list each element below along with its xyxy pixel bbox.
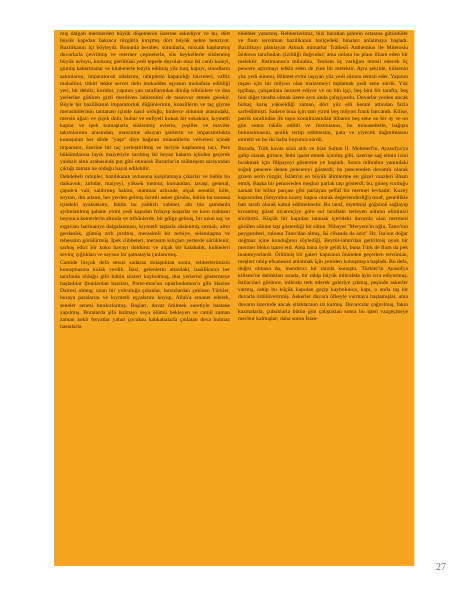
page-edge-rule [414, 30, 415, 566]
paragraph: Debdebeli rahipler, bazilikanın avlusuna karşılamaya çıkarlar ve bütün bu dalkavuk, zırhdar, maiyeyi, yüksek memur, kumandan, tavaşi, general, çapulcu vali, saldırmış hakim, utanmaz aslızade, alçak senatör, köle, soytarı, din adamı, her yerden gelmiş ücretli asker güruhu, bütün bu tantana içindeki ayaktakımı, bütün bu yaldızlı vahmet, altı bin şamdanla aydınlatılmış şahane yirmi yedi kapıdan fırlayıp koşarlar ve koro trabzanı boyunca kemerlerin altında ve tribünlerde, bir gölge gelmiş, bir uzun saç ve ergavanı harmaniye dalgalanması, kıymetli taşlarla süslenmiş sırmalı, altın gerdanlık, gümüş zırh pırıltısı, merasimli bir terbiye, selamlaşma ve tebessüm görülürmüş. İpek cübbeleri, merasim kılıçları yerlerde sürüklenir, sarhoş edici bir koku havayı doldurur ve alçak bir kalabalık, kubbeleri sevinç çığlıkları ve sayısız bir şamatayla çınlatırmış. [60, 173, 230, 258]
paragraph: ehlehler yatarmış. Rehberlerimiz, bizi buradan şahrein ortasına götürdüler ve flum tercüman bazilikanın hariçedeki binaları anlatmaya başladı. Bazilikayı planlayan Atinalı mimarlar Trallesli Anthemios ile Miletoslu İsidoros tarafından çizildiği doğrudur; ama onlara bu planı ilham eden bir melektir. Jüstinianus'a mihrabta, Teslisin üç varlığını temsil edecek üç pencere açtırmayı telkin eden de yine bir melektir. Aynı şekilde, kilisenin yüz yedi sütunu, Hikmet evini taşıyan yüz yedi sütunu temsil eder. Yapının inşası için bir milyon olan malzemeyi toplamak yedi sene sürdü. Yüz işçibaşı, çalışanlara nezaret ediyor ve on bin işçi, beş bini bir tarafta, beş bini diğer tarafta olmak üzere aynı anda çalışıyordu. Duvarlar yerden ancak birkaç karış yükseldiği zaman, dört yüz elli kental altından fazla sarfedilmişti. Sadece bina için tam yirmi beş milyon frank harcandı. Kilise, patrik tarafından ilk taşın konulmasından itibaren beş sene on bir ay ve on gün sonra takdis edildi ve Justinianus, bu münasebetle, bağışta bulunulmasını, şenlik tertip edilmesini, para ve yiyecek dağıtılmasını emretti ve bu iki hafta boyunca sürdü. [238, 31, 408, 144]
paragraph: Burada, Türk kavas sözü aldı ve bize Sultan II. Mehmed'in, Ayasofya'ya galip olarak girince, fethi işaret etmek içinmiş gibi, üzerine sağ elinin izini bırakmak için filipayeyi gösterme ye başladı. Sonra mihrabın yanındaki soğuk pencere denen pencereyi gösterdi; bu pencereden devamlı olarak gizem serin rüzgâr, İslâm'ın en büyük âlimlerine en güzel vaazleri ilham etmiş. Başka bir pencereden meşhur parlak taşı gösterdi; bu, güneş vurduğu zaman bir billur parçası gibi parlayan şeffaf bir mermer levhadır. Kuzey kapısından (Smyrahın kuzey kapısı olarak değerlendirdiği) turaf, genellikle batı tarafı olarak kabul edilmektedir. Bu taraf, niyetinişi göğsünü sağlayıp kıvanmış güzel ziyaretçiye göre sol taraftaki terleyen sütunu eliminizi sürdürttü. Küçük bir kapıdan taranak içerideki duvarda olan mermeri görülen sütune taşı gösterdiği bir sütun. Nihayet "Meryem'in oğlu, Tanrı'nın peygamberi, ruhunu Tanrı'dan almış, iki cihanda da aziz" Hz. İsa'nın doğar doğmaz içine konduğunu söylediği, Beytül-lahm'dan getirilmiş oyuk bir mermer bloku işaret etti. Ama bana öyle geldi ki, buna Türk de flum da pek inanmıyorlardı. Örülmüş bir galeri kapısının önünden geçerken tercüman, meşhur rahip efsanesini anlatmak için yeniden konuşmaya başladı. Bu defa, doğru olmasa da, inandırıcı bir tarzda konuştu. Türkler'in Ayasofya kilisesi'ne daldıkları sırada, bir rahip büyük mihrabda âyin icra ediyormuş. İstilacıları görünce, mihrabı terk ederek galeriye çıkmış, peşinde askerler varmış, rahip bu küçük kapıdan geçip kaybolunca, kapı, o anda taş bir duvarla örtülüverirmiş. Askerler duvara öfkeyle vurmaya başlamışlar, ama duvarın üzerinde ancak silahlarının izi kalmış. Duvarcılar çağırılmış, fakin kazmalarla, çubuklarla bütün gün çalıştıktan sonra bu işten vazgeçmeye mecbur kalmışlar; daha sonra İstan- [238, 145, 408, 322]
text-column-left [60, 31, 230, 566]
paragraph: mış dalgalı mermerden büyük döşemenin üzerine askediyor ve bu, dört büyük kapıdan bakınca rüzgârla kırışmış dört büyük nehre benziyor. Bazilikanın içi böyleydi. Bununla beraber, sütunlarla, mozaik kaplanmış duvarlarla çevrilmiş ve mermer çeşmelerle, süs heykellerle süslenmiş büyük avluyu, korkunç gürültüsü yedi tepede duyulan otuz iki canlı kuleyi, gümüş kabartmalar ve kitabelerle tezyin edilmiş yüz tunç kapıyı, sinodların salonlarını, imparatorun odalarını, rahiplerin kapandığı hücreleri, vaftiz mahallini, titkiri tekke servet dolu mukaddes eşyanın muhafaza edildiği yeri, bir dehliz, koridor, yapının yan taraflarından dönüp tribünlere ve dua yerlerine götüren gizli merdiven labirentini de tasavvur etmek gerekir. Böyle bir bazilikanın imparatorluk düğünlerinin, konsillerin ve taç giyme merasimlerinin tantanası içinde nasıl olduğu, binlerce sütunun arasındaki, mersin ağacı ve çiçek dolu, buhur ve enfiyeli kokan bir sokaktan, kıymetli kaplar ve ipek kumaşlarla süslenmiş evlerin, yeşiller ve maviler takımlarının arasından, manzume okuyan şairlerin ve imparatorlukta konuşulan her dilde "yaşa" diye bağıran münadilerin velvelesi içinde imparator, üzerine bir taç yerleştirilmiş ve inciyle kaplanmış taçı, Pers hükümdarına layık maiyetiyle sarılmış iki beyaz katarın içinden geçerek yaldızlı altın arabasında put gibi oturarak Bazarlar'ın mühteşem sarayından çıktığı zaman ne olduğu hayal edilebilir. [60, 31, 230, 172]
text-column-right [238, 31, 408, 566]
page-number: 27 [436, 562, 446, 573]
paragraph: Camide birçok defa sessiz sadaraz dolaştıktan sonra, rehberlerimizin konuşmasına kulak verdik. İkisi, gelenlerin altındaki, bazilikanın her tarafında olduğu gibi bütün süsleri kaybolmuş, dua yerlerini göstermeye başladılar (bunlardan bazıları, Parte-mon'un opisthodomos'u gibi Hazine Dairesi olmuş; uzun bir yolculuğa çıkanlar, hırsızlardan çekinen Türkler, buraya paralarını ve kıymetli eşyalarını koyup, Allah'a emanet ederek, seneler senesi bırakırlarmış. Başları, duvar örülmek suretiyle hastane yapılmış. Buralarda şifa bulmayı veya ölümü bekleyen ve camii zaman zaman aoklı feryatlar yahut çocuksu kahkahalarla çınlatan deva bulmaz hastalarla [60, 260, 230, 330]
